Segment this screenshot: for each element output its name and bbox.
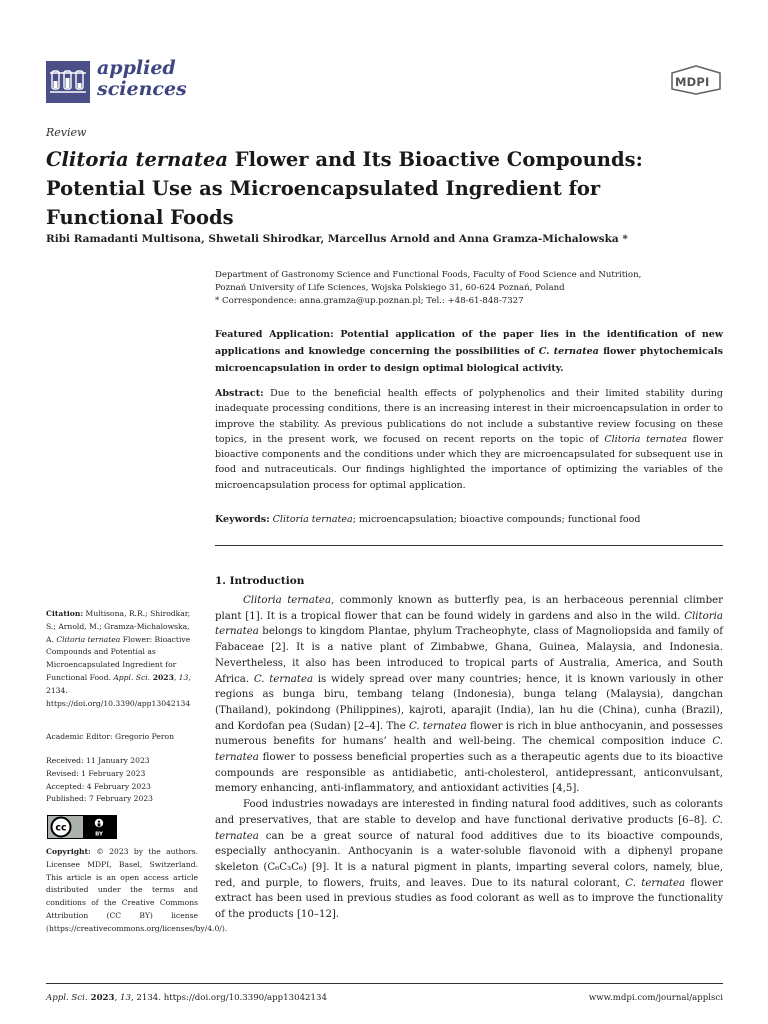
mdpi-logo	[668, 65, 724, 95]
footer-divider	[46, 983, 723, 984]
journal-logo-icon	[46, 61, 90, 103]
affiliation-line-1: Department of Gastronomy Science and Functional Foods, Faculty of Food Science and Nutrition,	[215, 270, 642, 280]
featured-text: Potential application of the paper lies in the identification of new applications and knowledge concerning the possibilities of	[215, 329, 724, 357]
abstract-italic: Clitoria ternatea	[604, 433, 687, 445]
italic-term: C. ternatea	[409, 720, 467, 732]
footer-volume: , 13,	[114, 993, 134, 1003]
copyright-label: Copyright:	[46, 847, 91, 856]
paragraph-1	[215, 593, 723, 797]
text-run: flower extract has been used in previous studies as food colorant as well as to improve the functionality of the products [10–12].	[215, 877, 723, 921]
text-run: Food industries nowadays are interested in finding natural food additives, such as colorants and preservatives, that are stable to develop and have functional derivative products [6–8].	[215, 799, 723, 826]
citation-volume: , 13,	[173, 672, 191, 682]
dates-block	[46, 755, 198, 806]
text-run: flower is rich in blue anthocyanin, and possesses numerous benefits for humans’ health and well-being. The chemical composition induce	[215, 720, 723, 748]
footer-journal-url[interactable]: www.mdpi.com/journal/applsci	[588, 993, 723, 1003]
copyright-text: © 2023 by the authors. Licensee MDPI, Basel, Switzerland. This article is an open access article distributed under the terms and conditions of the Creative Commons Attribution (CC BY) license (https://creativecommons.org/licenses/by/4.0/).	[46, 847, 228, 933]
text-run: belongs to kingdom Plantae, phylum Tracheophyte, class of Magnoliopsida and family of Fabaceae [2]. It is a native plant of Zimbabwe, Ghana, Guinea, Malaysia, and Indonesia. Nevertheless, it also has been introduced to tropical parts of Australia, America, and South Africa.	[215, 626, 723, 685]
journal-name-line1: applied	[97, 57, 176, 79]
italic-term: C. ternatea	[215, 814, 723, 842]
publisher-name: MDPI	[675, 75, 710, 89]
divider	[215, 545, 723, 546]
abstract-text-end: flower bioactive components and the conditions under which they are microencapsulated for subsequent use in food and nutraceuticals. Our findings highlighted the importance of optimizing the variables of the microencapsulation process for optimal application.	[215, 433, 724, 491]
keywords-label: Keywords:	[215, 514, 270, 525]
italic-term: C. ternatea	[253, 673, 314, 685]
featured-text-end: flower phytochemicals microencapsulation in order to design optimal biological activity.	[215, 346, 723, 374]
copyright-block	[46, 846, 228, 936]
accepted-date: Accepted: 4 February 2023	[46, 781, 151, 791]
section-heading: 1. Introduction	[215, 575, 305, 587]
journal-name	[97, 58, 187, 100]
text-run: commonly known as butterfly pea, is an herbaceous perennial climber plant [1]. It is a tropical flower that can be found widely in gardens and also in the wild.	[215, 595, 723, 622]
citation-year: 2023	[150, 672, 174, 682]
affiliation-line-2: Poznań University of Life Sciences, Wojska Polskiego 31, 60-624 Poznań, Poland	[215, 283, 565, 293]
featured-italic: C. ternatea	[538, 346, 599, 357]
journal-name-line2: sciences	[97, 78, 187, 100]
italic-term: Clitoria ternatea	[215, 610, 723, 638]
citation-journal: Appl. Sci.	[113, 672, 151, 682]
keywords-italic: Clitoria ternatea	[269, 514, 353, 525]
citation-text: Flower: Bioactive Compounds and Potential as Microencapsulated Ingredient for Functional Food.	[46, 634, 191, 682]
featured-label: Featured Application:	[215, 329, 334, 340]
cc-label: cc	[55, 822, 67, 834]
text-run: is widely spread over many countries; hence, it is known variously in other regions as bunga biru, tembang telang (Indonesia), bunga telang (Malaysia), dangchan (Thailand), pokindong (Philippines), kajroti, aparajit (India), lan hu die (China), cunha (Brazil), and Kordofan pea (Sudan) [2–4]. The	[215, 673, 724, 732]
article-type: Review	[46, 126, 87, 139]
abstract-label: Abstract:	[215, 388, 264, 399]
title-italic: Clitoria ternatea	[46, 148, 229, 171]
revised-date: Revised: 1 February 2023	[46, 768, 146, 778]
published-date: Published: 7 February 2023	[46, 794, 153, 804]
abstract-text: Due to the beneficial health effects of polyphenolics and their limited stability during inadequate processing conditions, there is an increasing interest in their microencapsulation in order to improve the stability. As previous publications do not include a substantive review focusing on these topics, in the present work, we focused on recent reports on the topic of	[215, 388, 723, 445]
italic-term: C. ternatea	[215, 736, 723, 764]
author-list: Ribi Ramadanti Multisona, Shwetali Shirodkar, Marcellus Arnold and Anna Gramza-Michalowska *	[46, 233, 628, 245]
title-rest: Flower and Its Bioactive Compounds: Potential Use as Microencapsulated Ingredient for Functional Foods	[46, 148, 643, 229]
correspondence-line: * Correspondence: anna.gramza@up.poznan.pl; Tel.: +48-61-848-7327	[215, 296, 524, 306]
citation-text: Multisona, R.R.; Shirodkar, S.; Arnold, M.; Gramza-Michalowska, A.	[46, 609, 191, 644]
citation-italic: Clitoria ternatea	[56, 634, 121, 644]
section-body	[215, 593, 723, 923]
keywords-rest: ; microencapsulation; bioactive compounds; functional food	[352, 514, 641, 525]
footer-citation	[46, 993, 327, 1003]
keywords	[215, 514, 723, 525]
cc-by-license-icon[interactable]	[47, 815, 117, 839]
footer-journal: Appl. Sci.	[46, 993, 88, 1003]
footer-doi[interactable]: 2134. https://doi.org/10.3390/app13042134	[133, 993, 327, 1003]
italic-term: Clitoria ternatea,	[243, 595, 335, 606]
abstract	[215, 386, 723, 493]
citation-doi[interactable]: 2134. https://doi.org/10.3390/app13042134	[46, 685, 191, 708]
academic-editor: Academic Editor: Gregorio Peron	[46, 732, 174, 741]
citation-block	[46, 608, 198, 710]
citation-label: Citation:	[46, 609, 84, 618]
article-title	[46, 145, 666, 232]
featured-application	[215, 326, 723, 377]
received-date: Received: 11 January 2023	[46, 756, 150, 765]
text-run: flower to possess beneficial properties such as a therapeutic agents due to its bioactive compounds are responsible as antidiabetic, anti-cholesterol, antidepressant, anticonvulsant, memory enhancing, anti-inflammatory, and antioxidant activities [4,5].	[215, 752, 723, 795]
by-label: BY	[95, 831, 103, 838]
italic-term: C. ternatea	[625, 877, 686, 889]
paragraph-2	[215, 797, 723, 923]
text-run: can be a great source of natural food additives due to its bioactive compounds, especially anthocyanin. Anthocyanin is a water-soluble flavonoid with a diphenyl propane skeleton (C₆C₃C₆) [9]. It is a natural pigment in plants, imparting several colors, namely, blue, red, and purple, to flowers, fruits, and leaves. Due to its natural colorant,	[215, 830, 723, 889]
footer-year: 2023	[87, 993, 115, 1003]
